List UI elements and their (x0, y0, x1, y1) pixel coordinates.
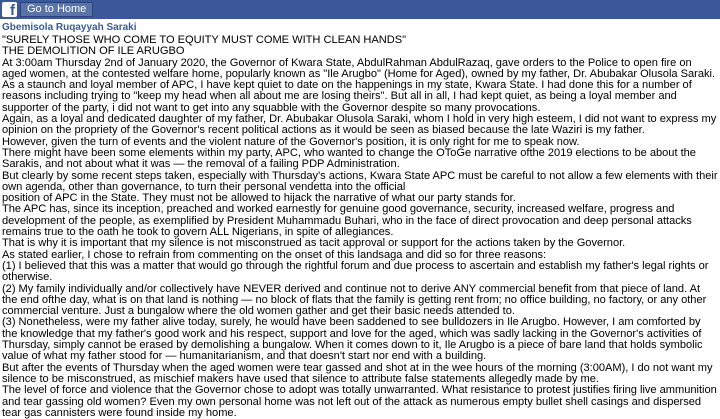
post-paragraph: position of APC in the State. They must not be allowed to hijack the narrative of what our party stands for. (2, 192, 516, 205)
facebook-f-icon[interactable] (2, 2, 17, 17)
post-paragraph: THE DEMOLITION OF ILE ARUGBO (2, 45, 185, 58)
post-paragraph: As stated earlier, I chose to refrain from commenting on the onset of this landsaga and did so for three reasons: (2, 248, 547, 261)
post-paragraph: The level of force and violence that the Governor chose to adopt was totally unwarranted. What resistance to protest justifies firing live ammunition and tear gassing old women? Even my own personal home was not left out of the attack as numerous empty bullet shell casings and dispersed tear gas cannisters were found inside my home. (2, 384, 717, 419)
post-paragraph: (1) I believed that this was a matter that would go through the rightful forum and due process to ascertain and establish my father's legal rights or otherwise. (2, 259, 709, 284)
post-author-name[interactable]: Gbemisola Ruqayyah Saraki (2, 22, 137, 33)
top-navigation-bar (0, 0, 720, 19)
post-paragraph: (2) My family individually and/or collectively have NEVER derived and continue not to derive ANY commercial benefit from that piece of land. At the end ofthe day, what is on that land is nothing — no block of flats that the family is getting rent from; no office building, no factory, or any other commercial venture. Just a bungalow where the old women gather and get their basic needs attended to. (2, 282, 707, 318)
post-paragraph: (3) Nonetheless, were my father alive today, surely, he would have been saddened to see bulldozers in Ile Arugbo. However, I am comforted by the knowledge that my father's good work and his respect, support and love for the aged, which was sadly lacking in the Governor's activities of Thursday, simply cannot be erased by demolishing a bungalow. When it comes down to it, Ile Arugbo is a piece of bare land that holds symbolic value of what my father stood for — humanitarianism, and that doesn't start nor end with a building. (2, 316, 703, 363)
go-to-home-button[interactable]: Go to Home (20, 2, 93, 17)
facebook-f-glyph: f (10, 2, 15, 17)
post-paragraph: At 3:00am Thursday 2nd of January 2020, the Governor of Kwara State, AbdulRahman AbdulRazaq, gave orders to the Police to open fire on aged women, at the contested welfare home, popularly known as "Ile Arugbo" (Home for Aged), owned by my father, Dr. Abubakar Olusola Saraki. (2, 56, 716, 80)
post-paragraph: But clearly by some recent steps taken, especially with Thursday's actions, Kwara State APC must be careful to not allow a few elements with their own agenda, other than governance, to turn their personal vendetta into the official (2, 169, 718, 193)
post-paragraph: Again, as a loyal and dedicated daughter of my father, Dr. Abubakar Olusola Saraki, whom I hold in very high esteem, I did not want to express my opinion on the propriety of the Governor's recent political actions as it would be seen as biased because the late Waziri is my father. (2, 113, 717, 137)
post-paragraph: But after the events of Thursday when the aged women were tear gassed and shot at in the wee hours of the morning (3:00AM), I do not want my silence to be misconstrued, as mischief makers have used that silence to attribute false statements allegedly made by me. (2, 361, 713, 385)
post-paragraph: There might have been some elements within my party, APC, who wanted to change the OToGe narrative ofthe 2019 elections to be about the Sarakis, and not about what it was — the removal of a failing PDP Administration. (2, 146, 696, 171)
post-paragraph: As a staunch and loyal member of APC, I have kept quiet to date on the happenings in my state, Kwara State. I had done this for a number of reasons including trying to "keep my head when all about me are losing theirs". But all in all, I had kept quiet, as being a loyal member and supporter of the party, i did not want to get into any squabble with the Governor despite so many provocations. (2, 79, 692, 114)
post-body (0, 34, 720, 419)
post-paragraph: However, given the turn of events and the violent nature of the Governor's position, it is only right for me to speak now. (2, 135, 580, 148)
post-paragraph: The APC has, since its inception, preached and worked earnestly for genuine good governance, security, increased welfare, progress and development of the people, as exemplified by President Muhammadu Buhari, who in the face of direct provocation and deep personal attacks remains true to the oath he took to govern ALL Nigerians, in spite of allegiances. (2, 203, 692, 239)
post-paragraph: That is why it is important that my silence is not misconstrued as tacit approval or support for the actions taken by the Governor. (2, 237, 626, 250)
post-paragraph: "SURELY THOSE WHO COME TO EQUITY MUST COME WITH CLEAN HANDS" (2, 34, 407, 46)
